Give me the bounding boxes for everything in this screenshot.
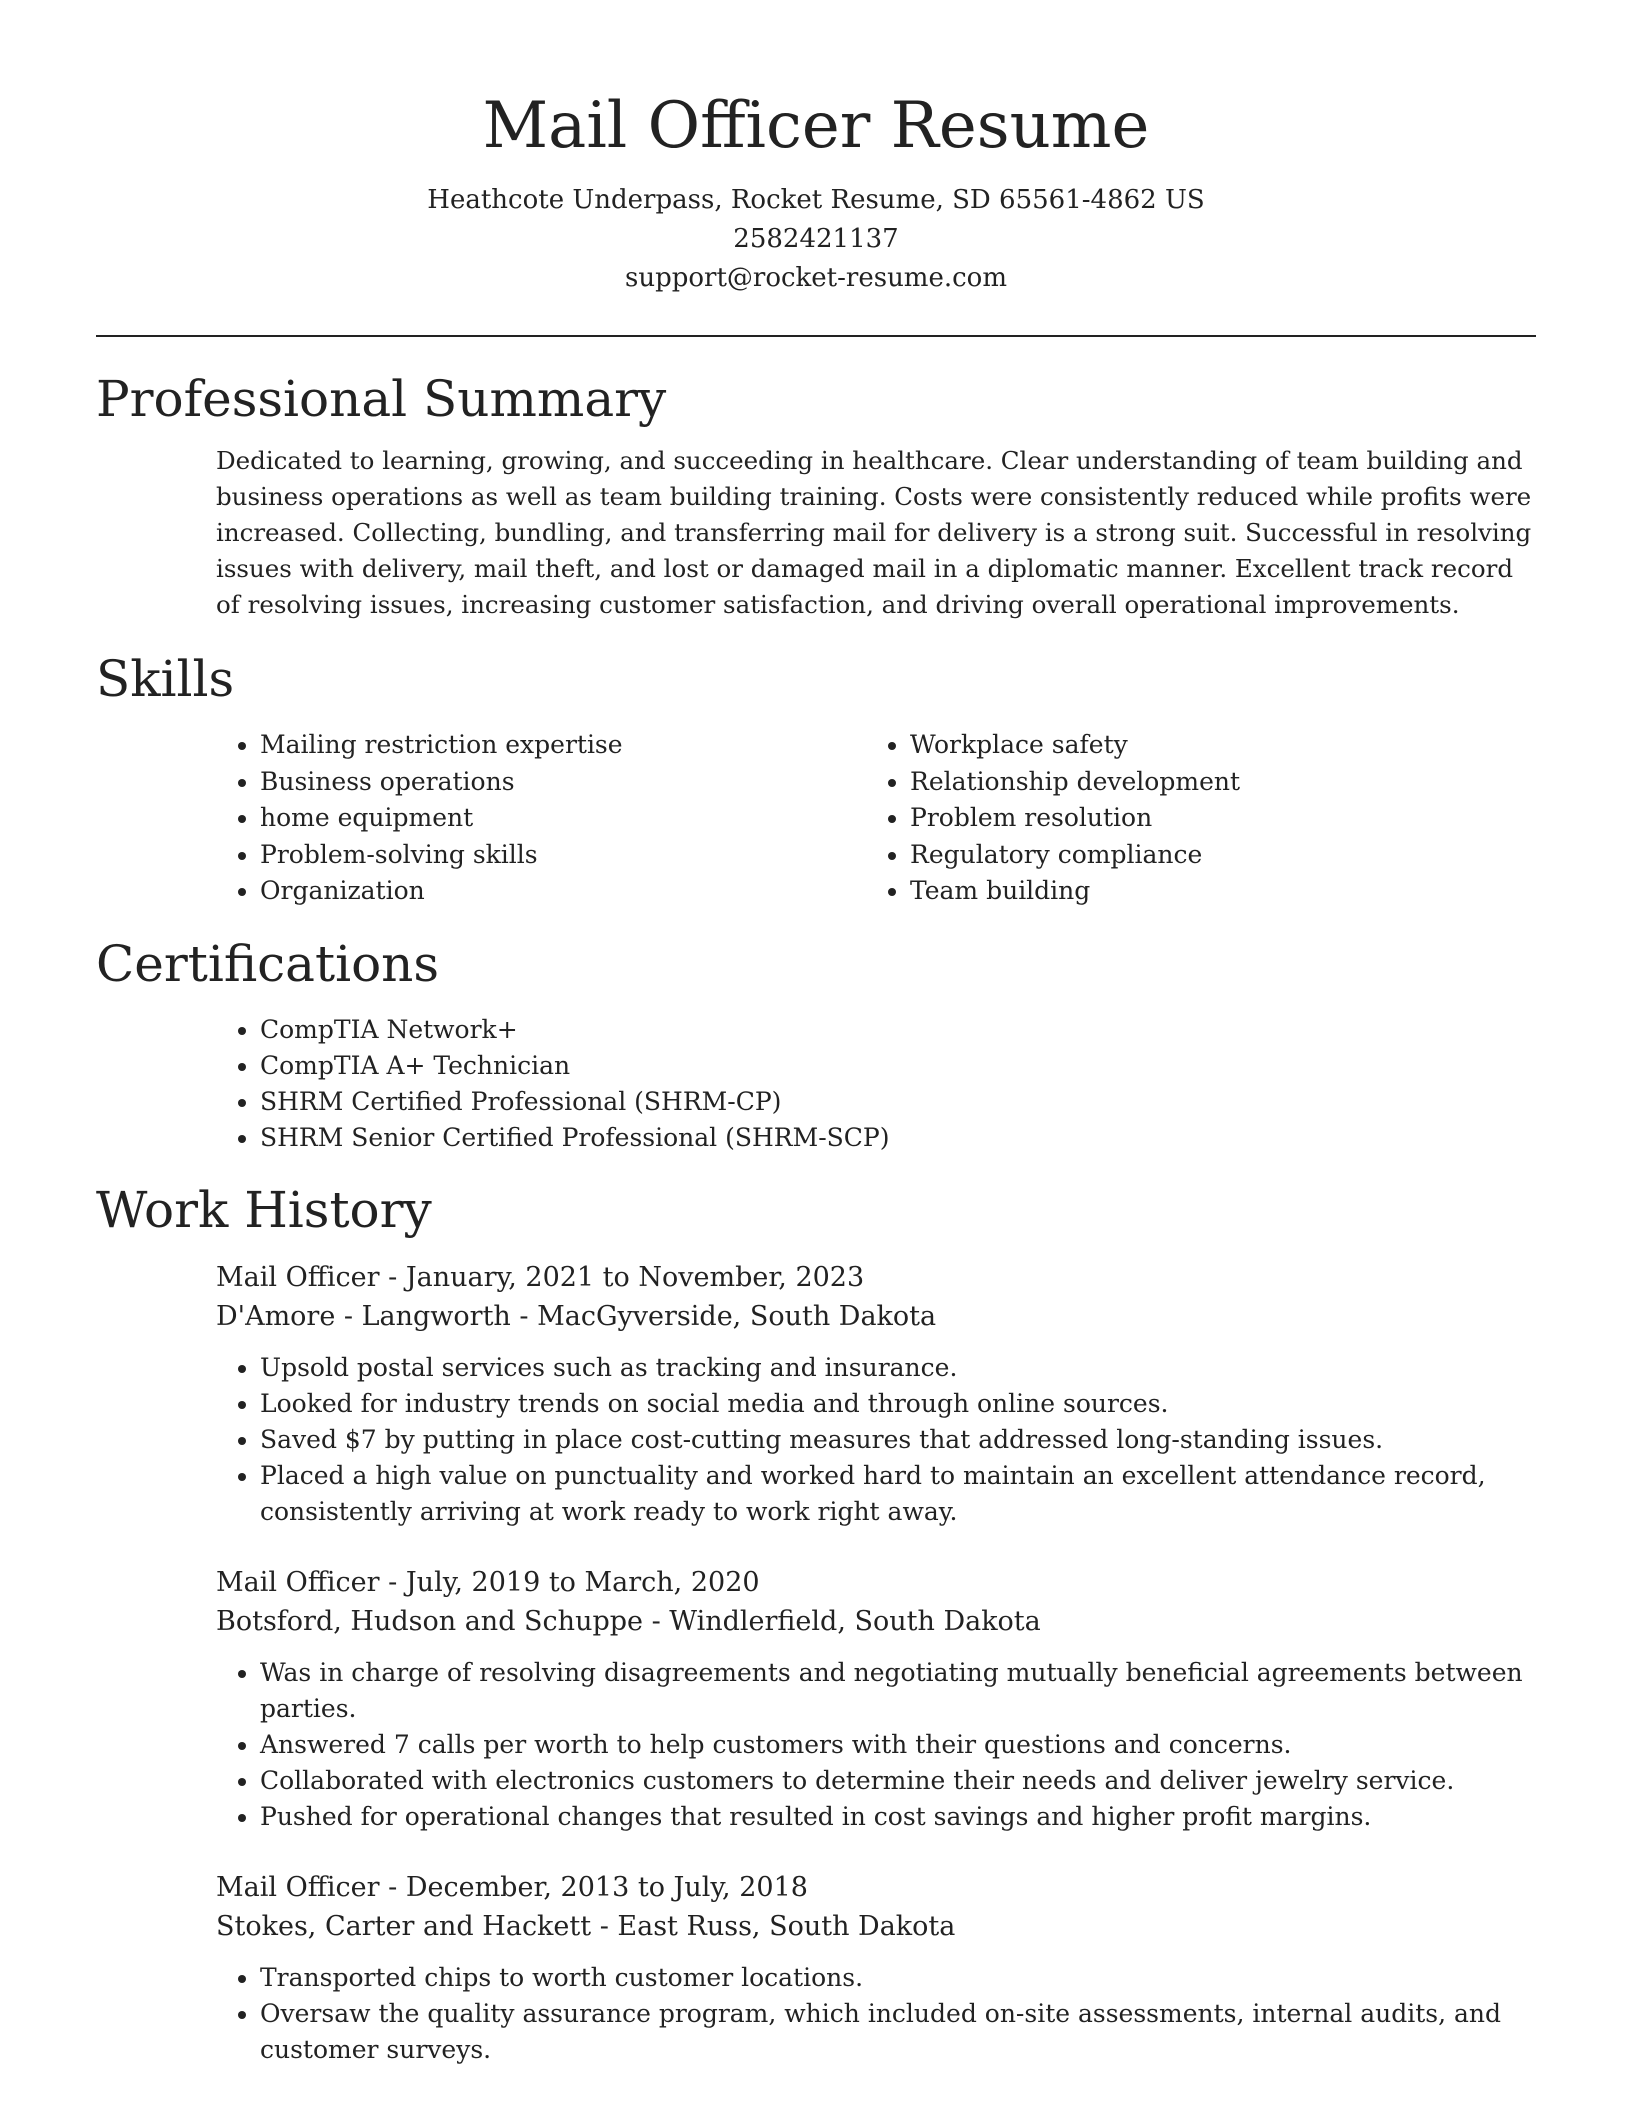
resume-header — [96, 0, 1536, 298]
certifications-list-wrap — [216, 1012, 1536, 1156]
job-entry — [216, 1563, 1536, 1835]
skill-item: • Problem resolution — [910, 800, 1516, 837]
job-bullet: • Looked for industry trends on social media and through online sources. — [260, 1386, 1536, 1422]
job-company: Botsford, Hudson and Schuppe — [216, 1605, 644, 1637]
certifications-list — [216, 1012, 1536, 1156]
job-role-line — [216, 1868, 1536, 1907]
job-dates: - July, 2019 to March, 2020 — [379, 1566, 760, 1598]
job-role-line — [216, 1258, 1536, 1297]
resume-page — [96, 0, 1536, 2068]
contact-address: Heathcote Underpass, Rocket Resume, SD 65561-4862 US — [427, 185, 1205, 215]
skills-list-left — [216, 727, 866, 910]
job-bullet: • Oversaw the quality assurance program, which included on-site assessments, internal audits, and customer surveys. — [260, 1996, 1536, 2068]
skills-grid — [216, 727, 1536, 910]
job-role-line — [216, 1563, 1536, 1602]
job-bullets — [216, 1960, 1536, 2068]
job-company-line — [216, 1297, 1536, 1336]
skill-item: • Workplace safety — [910, 727, 1516, 764]
summary-heading: Professional Summary — [96, 370, 667, 428]
job-bullet: • Upsold postal services such as tracking and insurance. — [260, 1350, 1536, 1386]
skill-item: • Regulatory compliance — [910, 837, 1516, 874]
job-company-line — [216, 1907, 1536, 1946]
work-history-heading: Work History — [96, 1180, 432, 1239]
certification-item: • SHRM Senior Certified Professional (SHRM-SCP) — [260, 1120, 1536, 1156]
job-role: Mail Officer — [216, 1566, 380, 1598]
job-dates: - December, 2013 to July, 2018 — [379, 1871, 808, 1903]
header-divider — [96, 335, 1536, 337]
job-bullet: • Answered 7 calls per worth to help customers with their questions and concerns. — [260, 1727, 1536, 1763]
skill-item: • Relationship development — [910, 764, 1516, 801]
job-company: D'Amore - Langworth — [216, 1300, 511, 1332]
job-entry — [216, 1868, 1536, 2068]
summary-text: Dedicated to learning, growing, and succeeding in healthcare. Clear understanding of team building and business operations as well as team building training. Costs were consistently reduced while profits were increased. Collecting, bundling, and transferring mail for delivery is a strong suit. Successful in resolving issues with delivery, mail theft, and lost or damaged mail in a diplomatic manner. Excellent track record of resolving issues, increasing customer satisfaction, and driving overall operational improvements. — [216, 446, 1532, 619]
job-bullet: • Transported chips to worth customer locations. — [260, 1960, 1536, 1996]
skill-item: • Problem-solving skills — [260, 837, 866, 874]
job-dates: - January, 2021 to November, 2023 — [379, 1261, 865, 1293]
job-location: - MacGyverside, South Dakota — [510, 1300, 937, 1332]
certification-item: • CompTIA Network+ — [260, 1012, 1536, 1048]
certification-item: • CompTIA A+ Technician — [260, 1048, 1536, 1084]
job-location: - East Russ, South Dakota — [591, 1910, 956, 1942]
skill-item: • Team building — [910, 873, 1516, 910]
job-location: - Windlerfield, South Dakota — [643, 1605, 1041, 1637]
job-bullet: • Collaborated with electronics customers to determine their needs and deliver jewelry service. — [260, 1763, 1536, 1799]
contact-email[interactable]: support@rocket-resume.com — [624, 263, 1007, 293]
certifications-heading: Certifications — [96, 934, 440, 993]
skill-item: • Business operations — [260, 764, 866, 801]
skills-list-right — [866, 727, 1516, 910]
job-role: Mail Officer — [216, 1871, 380, 1903]
skill-item: • Mailing restriction expertise — [260, 727, 866, 764]
skills-heading: Skills — [96, 650, 235, 708]
certification-item: • SHRM Certified Professional (SHRM-CP) — [260, 1084, 1536, 1120]
job-bullets — [216, 1655, 1536, 1835]
job-bullet: • Pushed for operational changes that resulted in cost savings and higher profit margins. — [260, 1799, 1536, 1835]
job-entry — [216, 1258, 1536, 1530]
skill-item: • home equipment — [260, 800, 866, 837]
job-bullet: • Saved $7 by putting in place cost-cutting measures that addressed long-standing issues. — [260, 1422, 1536, 1458]
job-bullets — [216, 1350, 1536, 1530]
skill-item: • Organization — [260, 873, 866, 910]
job-bullet: • Was in charge of resolving disagreements and negotiating mutually beneficial agreements between parties. — [260, 1655, 1536, 1727]
job-bullet: • Placed a high value on punctuality and worked hard to maintain an excellent attendance record, consistently arriving at work ready to work right away. — [260, 1458, 1536, 1530]
job-role: Mail Officer — [216, 1261, 380, 1293]
job-company: Stokes, Carter and Hackett — [216, 1910, 592, 1942]
job-company-line — [216, 1602, 1536, 1641]
contact-phone: 2582421137 — [733, 224, 899, 254]
resume-title: Mail Officer Resume — [482, 89, 1150, 163]
